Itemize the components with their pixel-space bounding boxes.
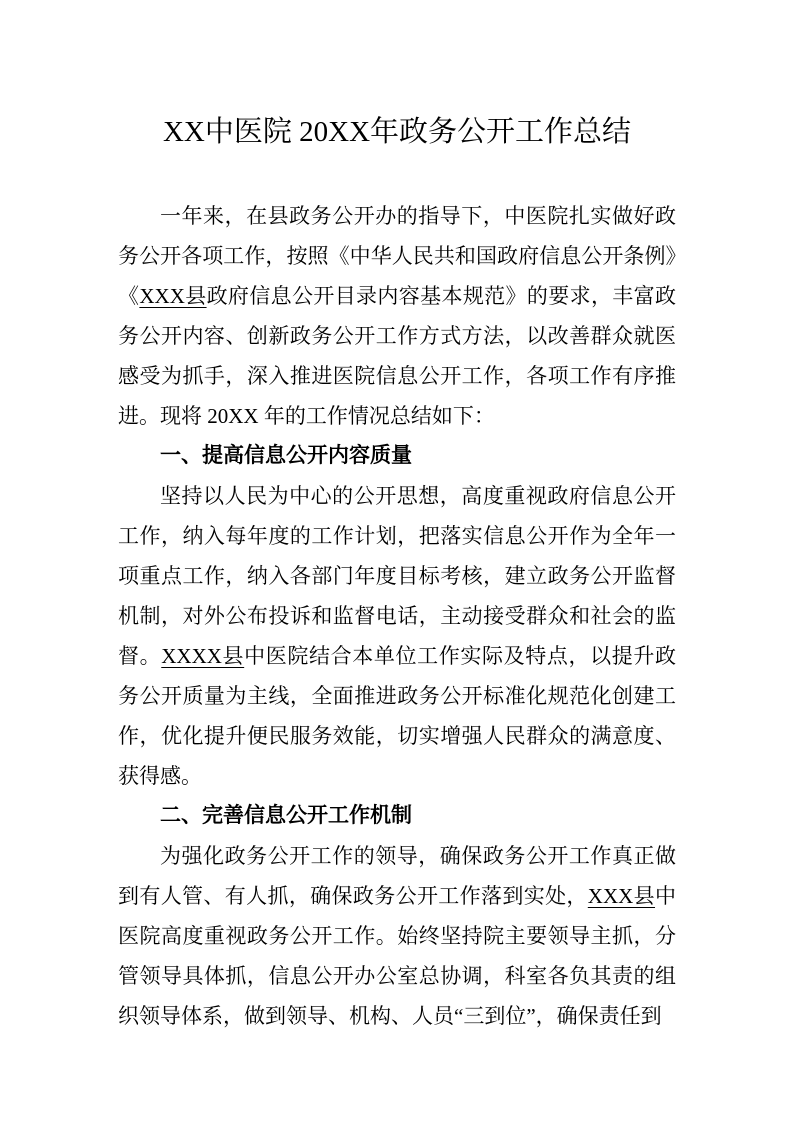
text-run: 政府信息公开目录内容基本规范》的要求，丰富政务公开内容、创新政务公开工作方式方法，以改善群众就医感受为抓手，深入推进医院信息公开工作，各项工作有序推进。现将 20XX 年的工作情况总结如下： <box>118 284 677 428</box>
paragraph <box>118 836 676 1036</box>
section-heading <box>118 796 676 836</box>
section-heading <box>118 436 676 476</box>
text-run: 为强化政务公开工作的领导，确保政务公开工作真正做到有人管、有人抓，确保政务公开工作落到实处， <box>118 844 676 908</box>
underlined-placeholder: XXXX县 <box>161 644 245 668</box>
text-run: 一、提高信息公开内容质量 <box>160 444 412 467</box>
text-run: 二、完善信息公开工作机制 <box>160 804 412 827</box>
document-body <box>118 196 676 1036</box>
paragraph <box>118 476 676 796</box>
underlined-placeholder: XXX县 <box>587 884 656 908</box>
document-title: XX中医院 20XX年政务公开工作总结 <box>162 116 632 148</box>
underlined-placeholder: XXX县 <box>139 284 207 308</box>
text-run: 坚持以人民为中心的公开思想，高度重视政府信息公开工作，纳入每年度的工作计划，把落实信息公开作为全年一项重点工作，纳入各部门年度目标考核，建立政务公开监督机制，对外公布投诉和监督电话，主动接受群众和社会的监督。 <box>118 484 676 668</box>
text-run: 一年来，在县政务公开办的指导下，中医院扎实做好政务公开各项工作，按照《中华人民共和国政府信息公开条例》《 <box>118 204 676 308</box>
paragraph <box>118 196 676 436</box>
text-run: 中医院结合本单位工作实际及特点，以提升政务公开质量为主线，全面推进政务公开标准化规范化创建工作，优化提升便民服务效能，切实增强人民群众的满意度、获得感。 <box>118 644 677 788</box>
text-run: 中医院高度重视政务公开工作。始终坚持院主要领导主抓，分管领导具体抓，信息公开办公室总协调，科室各负其责的组织领导体系，做到领导、机构、人员“三到位”，确保责任到 <box>118 884 677 1028</box>
